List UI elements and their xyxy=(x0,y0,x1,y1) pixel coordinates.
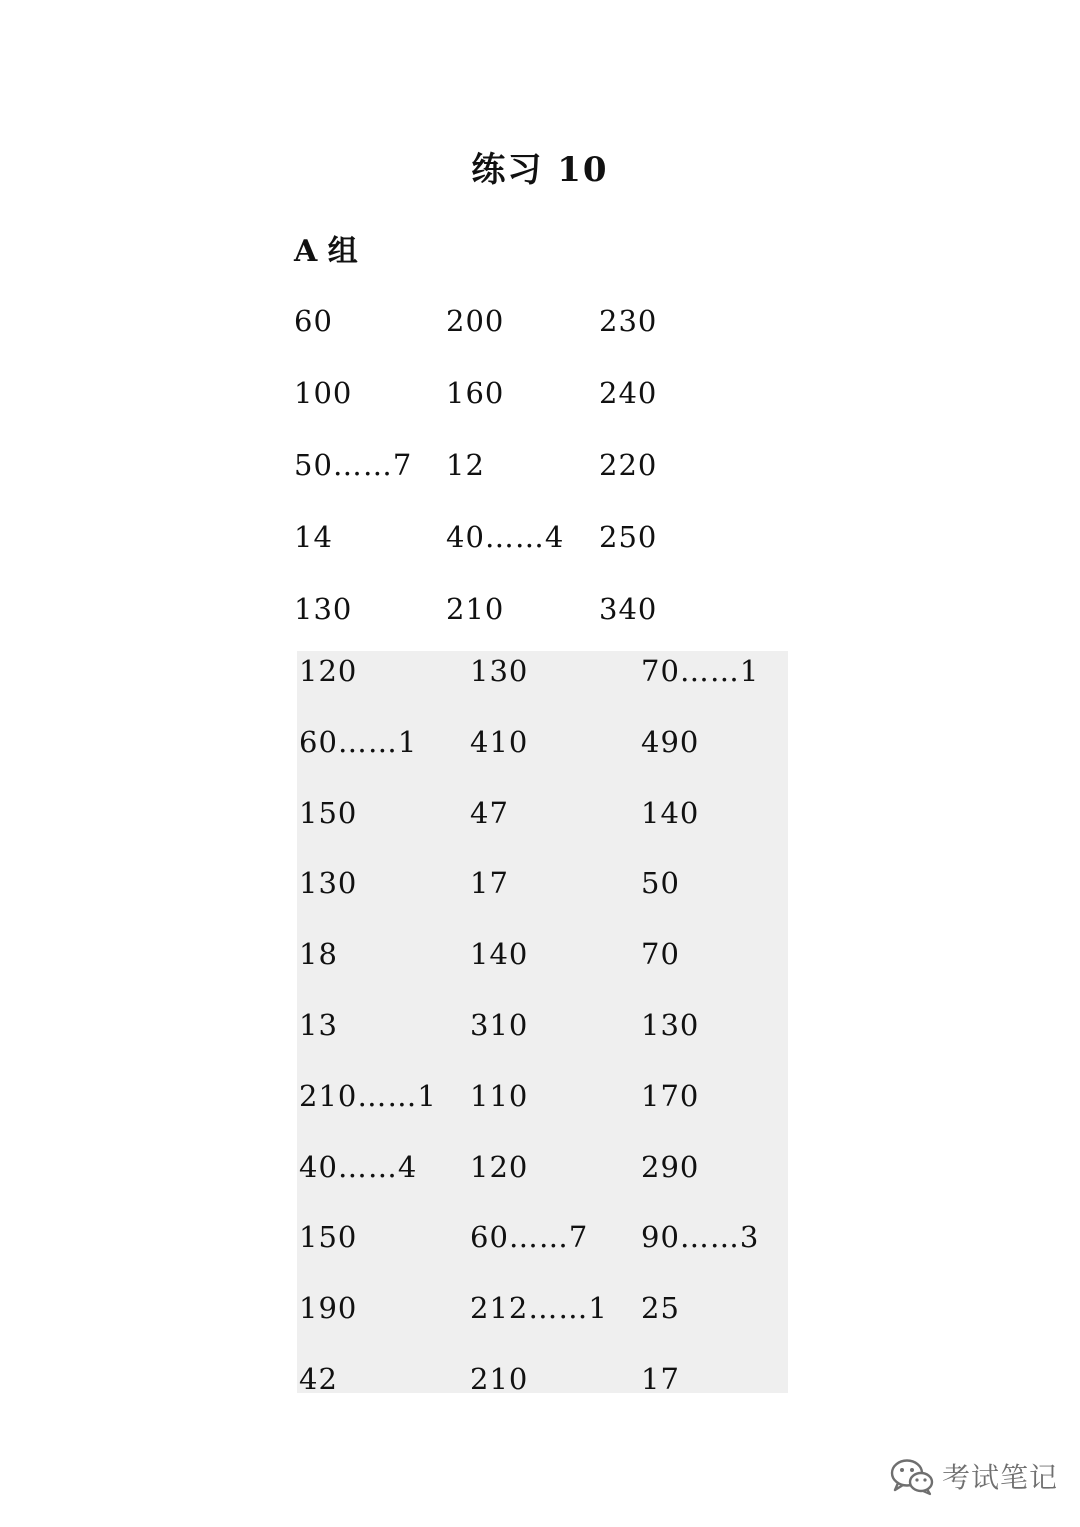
answer-cell: 220 xyxy=(599,448,658,482)
answer-cell: 70……1 xyxy=(641,654,760,688)
answer-cell: 47 xyxy=(470,795,509,830)
answer-cell: 50 xyxy=(641,866,680,901)
answer-cell: 212……1 xyxy=(470,1291,608,1326)
answer-cell: 250 xyxy=(599,520,658,554)
wechat-icon xyxy=(888,1456,936,1496)
answer-cell: 290 xyxy=(641,1149,700,1184)
group-a-label: A 组 xyxy=(294,234,358,269)
answer-cell: 12 xyxy=(446,448,485,482)
answer-cell: 490 xyxy=(641,724,700,759)
answer-cell: 150 xyxy=(299,795,358,830)
answer-cell: 210 xyxy=(470,1361,529,1396)
answer-cell: 17 xyxy=(641,1361,680,1396)
answer-cell: 60 xyxy=(294,304,333,338)
answer-cell: 90……3 xyxy=(641,1220,760,1255)
answer-cell: 140 xyxy=(470,937,529,972)
answer-cell: 40……4 xyxy=(299,1149,418,1184)
answer-cell: 230 xyxy=(599,304,658,338)
watermark-text: 考试笔记 xyxy=(942,1461,1059,1494)
answer-cell: 14 xyxy=(294,520,333,554)
answer-cell: 18 xyxy=(299,937,338,972)
answer-cell: 210 xyxy=(446,592,505,626)
answer-cell: 310 xyxy=(470,1007,529,1042)
answer-cell: 210……1 xyxy=(299,1078,437,1113)
answer-cell: 190 xyxy=(299,1291,358,1326)
answer-cell: 13 xyxy=(299,1007,338,1042)
answer-cell: 60……7 xyxy=(470,1220,589,1255)
answer-cell: 25 xyxy=(641,1291,680,1326)
answer-cell: 340 xyxy=(599,592,658,626)
page-title: 练习 10 xyxy=(471,150,609,190)
answer-cell: 120 xyxy=(299,654,358,688)
answer-cell: 140 xyxy=(641,795,700,830)
answer-cell: 42 xyxy=(299,1361,338,1396)
answer-cell: 110 xyxy=(470,1078,529,1113)
answer-cell: 120 xyxy=(470,1149,529,1184)
answer-cell: 200 xyxy=(446,304,505,338)
answer-cell: 50……7 xyxy=(294,448,413,482)
answer-cell: 60……1 xyxy=(299,724,418,759)
answer-cell: 150 xyxy=(299,1220,358,1255)
answer-cell: 410 xyxy=(470,724,529,759)
answer-cell: 130 xyxy=(641,1007,700,1042)
answer-cell: 17 xyxy=(470,866,509,901)
answer-cell: 160 xyxy=(446,376,505,410)
answer-cell: 240 xyxy=(599,376,658,410)
answer-cell: 170 xyxy=(641,1078,700,1113)
answer-cell: 40……4 xyxy=(446,520,565,554)
answer-cell: 130 xyxy=(470,654,529,688)
answer-cell: 130 xyxy=(294,592,353,626)
answer-cell: 130 xyxy=(299,866,358,901)
answer-cell: 100 xyxy=(294,376,353,410)
answer-cell: 70 xyxy=(641,937,680,972)
watermark xyxy=(888,1456,1058,1496)
